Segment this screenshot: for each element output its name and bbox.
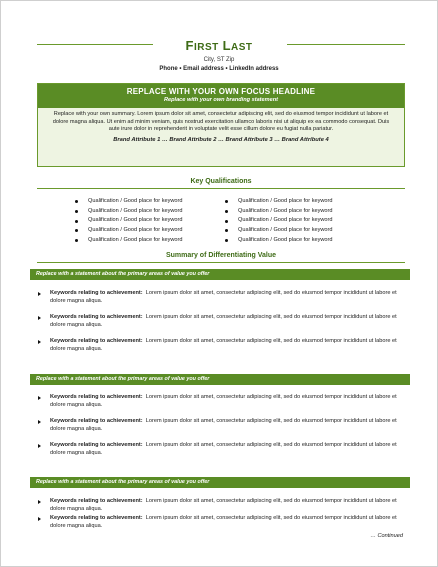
list-item: Qualification / Good place for keyword	[75, 207, 225, 217]
list-item: Qualification / Good place for keyword	[225, 216, 375, 226]
achievement-item: Keywords relating to achievement: Lorem ipsum dolor sit amet, consectetur adipiscing elit, sed do eiusmod tempor incididunt ut labore et dolore magna aliqua.	[37, 515, 403, 531]
triangle-bullet-icon	[38, 316, 41, 320]
bullet-icon	[75, 200, 78, 203]
achievement-item: Keywords relating to achievement: Lorem ipsum dolor sit amet, consectetur adipiscing elit, sed do eiusmod tempor incididunt ut labore et dolore magna aliqua.	[37, 314, 403, 330]
achievement-item: Keywords relating to achievement: Lorem ipsum dolor sit amet, consectetur adipiscing elit, sed do eiusmod tempor incididunt ut labore et dolore magna aliqua.	[37, 442, 403, 458]
bullet-icon	[225, 239, 228, 242]
focus-header	[38, 84, 404, 108]
qualifications-left-column	[75, 197, 225, 246]
bullet-icon	[75, 229, 78, 232]
triangle-bullet-icon	[38, 420, 41, 424]
continued-note: … Continued	[370, 533, 403, 539]
bullet-icon	[75, 239, 78, 242]
list-item: Qualification / Good place for keyword	[75, 236, 225, 246]
branding-statement: Replace with your own branding statement	[163, 97, 279, 103]
list-item: Qualification / Good place for keyword	[225, 226, 375, 236]
list-item: Qualification / Good place for keyword	[225, 207, 375, 217]
resume-header	[1, 39, 437, 73]
triangle-bullet-icon	[38, 292, 41, 296]
achievement-item: Keywords relating to achievement: Lorem ipsum dolor sit amet, consectetur adipiscing elit, sed do eiusmod tempor incididunt ut labore et dolore magna aliqua.	[37, 290, 403, 306]
bullet-icon	[225, 210, 228, 213]
candidate-name	[1, 39, 437, 55]
bullet-icon	[75, 210, 78, 213]
triangle-bullet-icon	[38, 396, 41, 400]
list-item: Qualification / Good place for keyword	[75, 226, 225, 236]
value-rule	[37, 262, 405, 263]
triangle-bullet-icon	[38, 444, 41, 448]
achievement-item: Keywords relating to achievement: Lorem ipsum dolor sit amet, consectetur adipiscing elit, sed do eiusmod tempor incididunt ut labore et dolore magna aliqua.	[37, 418, 403, 434]
focus-box	[37, 83, 405, 167]
value-bar: Replace with a statement about the primary areas of value you offer	[30, 374, 410, 385]
bullet-icon	[75, 220, 78, 223]
city-line: City, ST Zip	[203, 57, 235, 63]
bullet-icon	[225, 220, 228, 223]
list-item: Qualification / Good place for keyword	[75, 197, 225, 207]
achievement-item: Keywords relating to achievement: Lorem ipsum dolor sit amet, consectetur adipiscing elit, sed do eiusmod tempor incididunt ut labore et dolore magna aliqua.	[37, 338, 403, 354]
list-item: Qualification / Good place for keyword	[225, 236, 375, 246]
value-bar: Replace with a statement about the primary areas of value you offer	[30, 269, 410, 280]
qualifications-right-column	[225, 197, 375, 246]
triangle-bullet-icon	[38, 500, 41, 504]
triangle-bullet-icon	[38, 340, 41, 344]
contact-line: Phone • Email address • LinkedIn address	[159, 66, 279, 72]
bullet-icon	[225, 229, 228, 232]
name-first-initial: F	[185, 38, 194, 53]
achievement-item: Keywords relating to achievement: Lorem ipsum dolor sit amet, consectetur adipiscing elit, sed do eiusmod tempor incididunt ut labore et dolore magna aliqua.	[37, 498, 403, 514]
qualifications-rule	[37, 188, 405, 189]
name-last-rest: AST	[231, 42, 253, 53]
brand-attributes: Brand Attribute 1 … Brand Attribute 2 … Brand Attribute 3 … Brand Attribute 4	[113, 136, 329, 143]
list-item: Qualification / Good place for keyword	[75, 216, 225, 226]
bullet-icon	[225, 200, 228, 203]
name-last-initial: L	[222, 38, 232, 53]
focus-headline: REPLACE WITH YOUR OWN FOCUS HEADLINE	[126, 87, 316, 96]
summary-text: Replace with your own summary. Lorem ipsum dolor sit amet, consectetur adipiscing elit, sed do eiusmod tempor incididunt ut labore et dolore magna aliqua. Ut enim ad minim veniam, quis nostrud exercitation ullamco laboris nisi ut aliquip ex ea commodo consequat. Duis aute irure dolor in reprehenderit in voluptate velit esse cillum dolore eu fugiat nulla pariatur.	[52, 111, 390, 133]
value-title: Summary of Differentiating Value	[165, 252, 277, 259]
triangle-bullet-icon	[38, 517, 41, 521]
name-first-rest: IRST	[193, 42, 219, 53]
value-bar: Replace with a statement about the primary areas of value you offer	[30, 477, 410, 488]
qualifications-list	[75, 197, 375, 246]
achievement-item: Keywords relating to achievement: Lorem ipsum dolor sit amet, consectetur adipiscing elit, sed do eiusmod tempor incididunt ut labore et dolore magna aliqua.	[37, 394, 403, 410]
list-item: Qualification / Good place for keyword	[225, 197, 375, 207]
qualifications-title: Key Qualifications	[190, 178, 252, 185]
